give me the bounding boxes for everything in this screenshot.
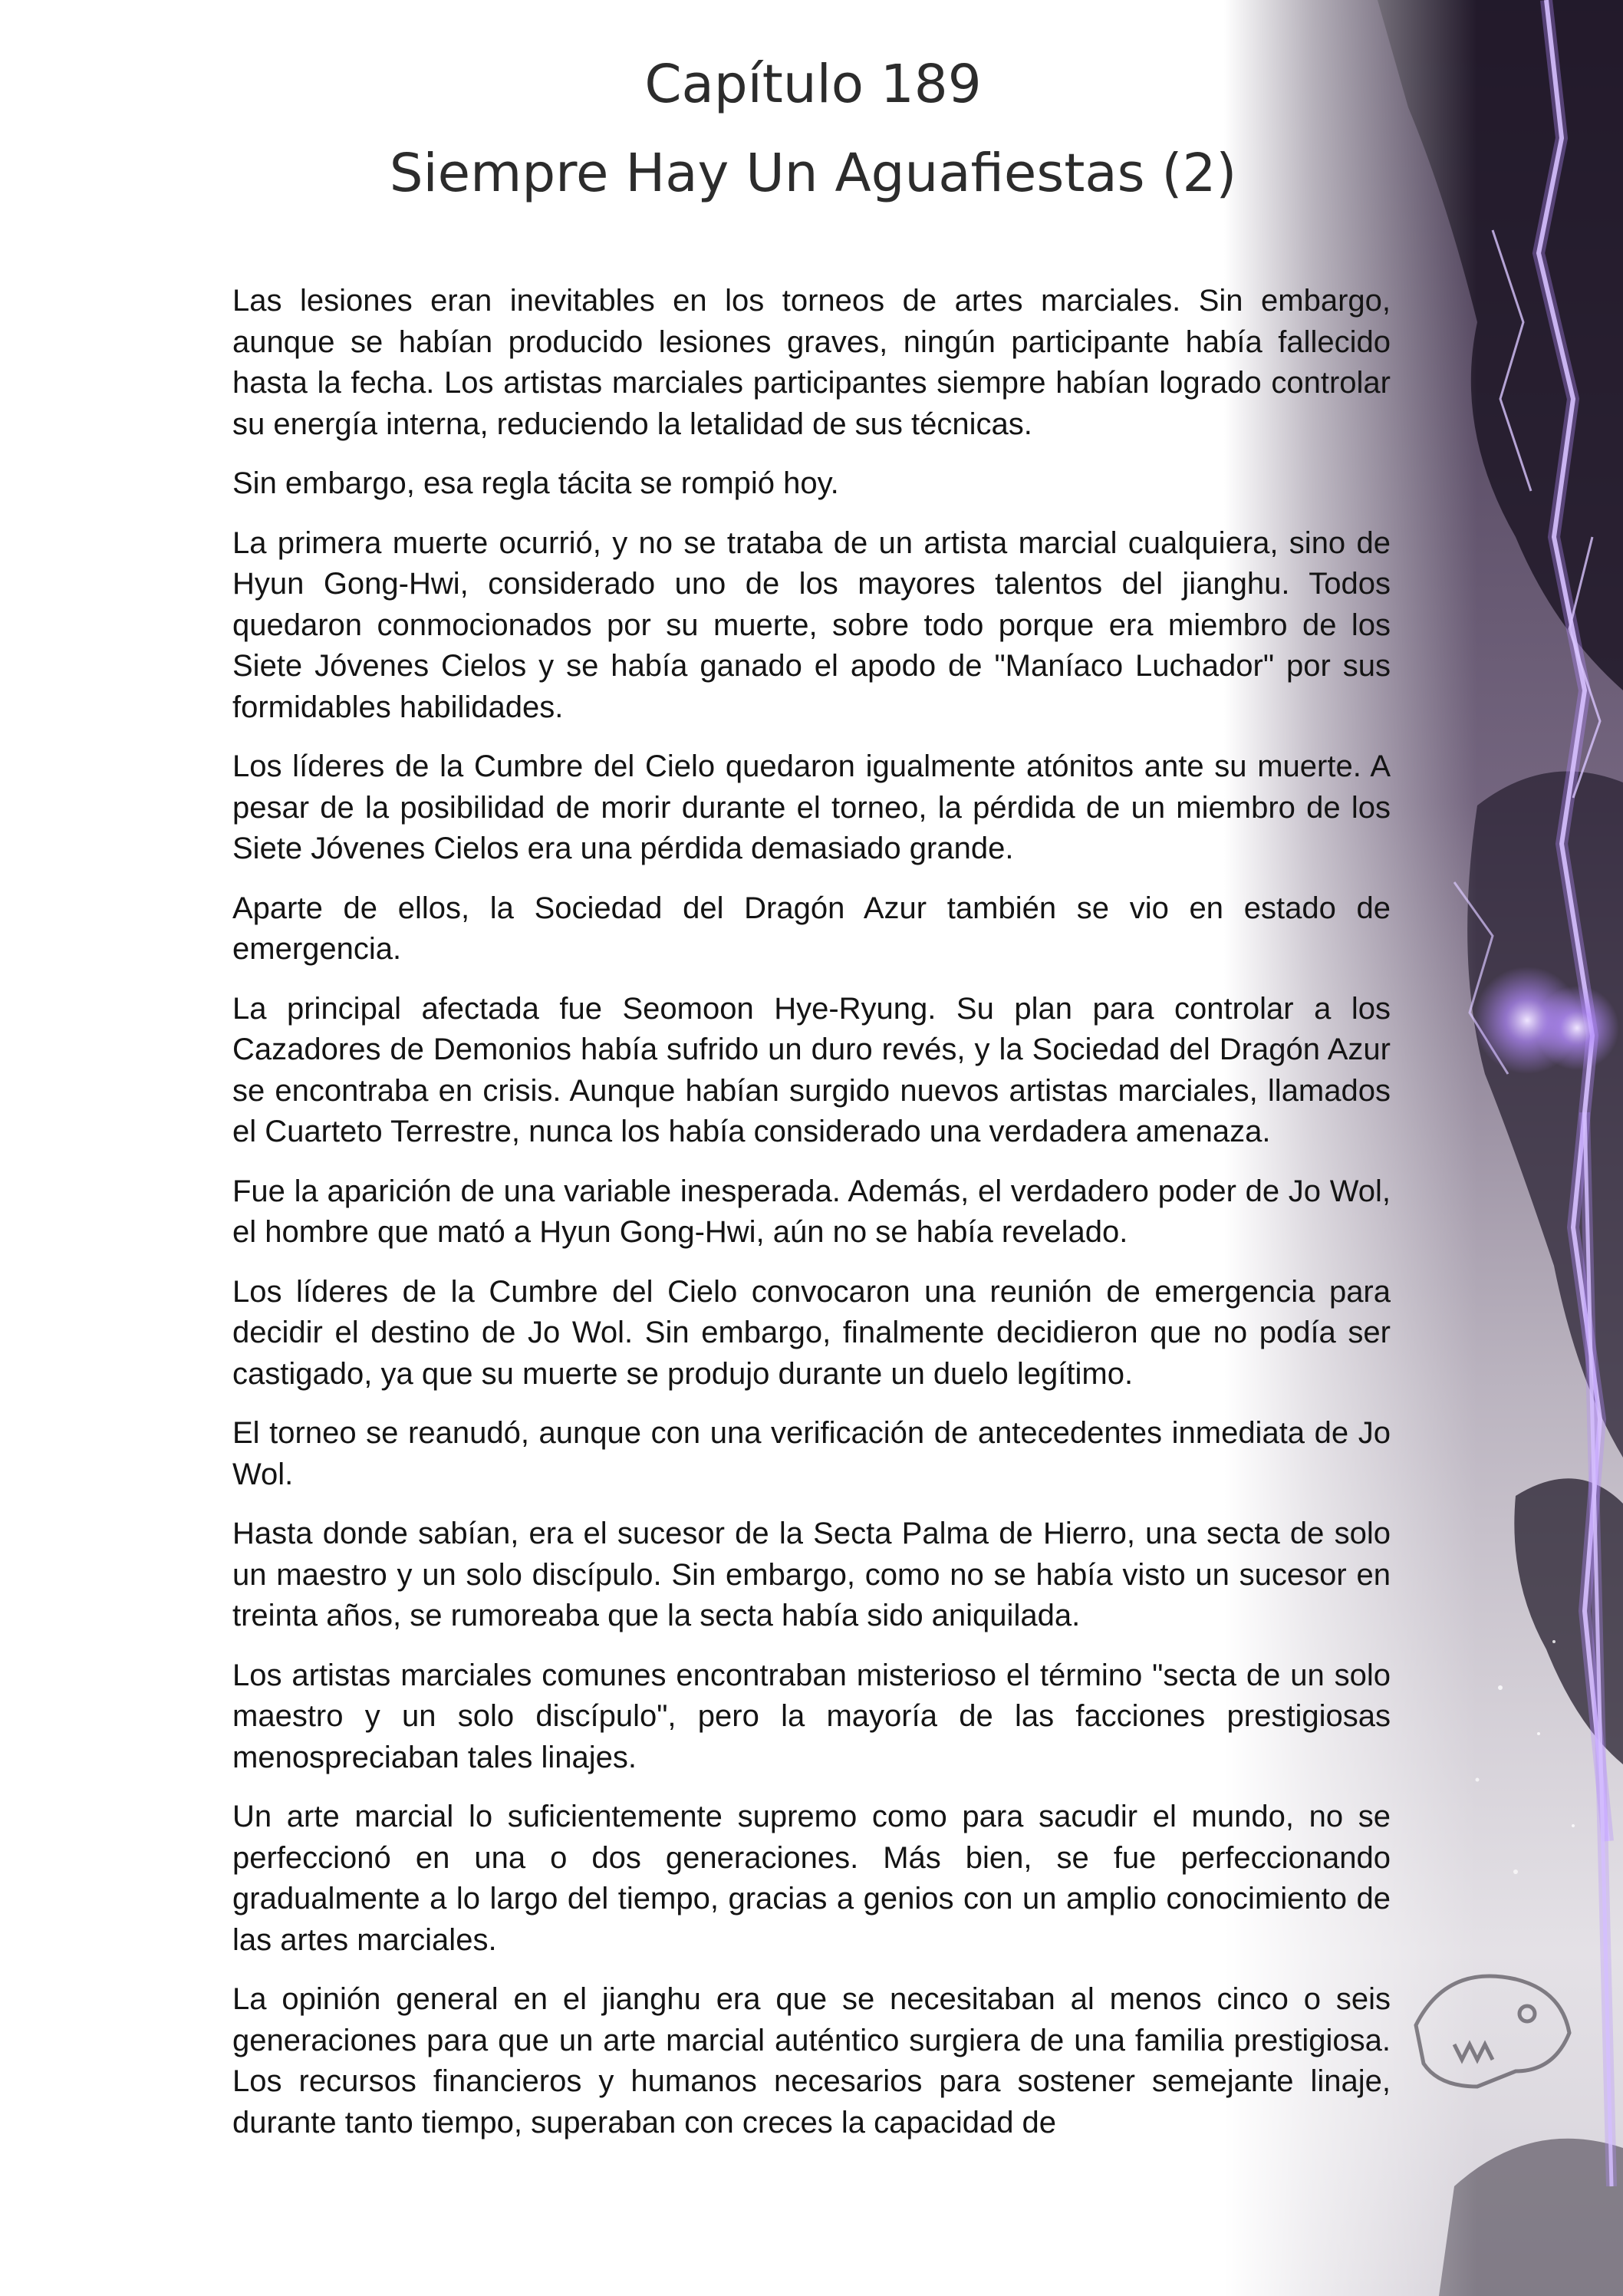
- chapter-title: Siempre Hay Un Aguafiestas (2): [389, 143, 1237, 204]
- paragraph: Fue la aparición de una variable inesperada. Además, el verdadero poder de Jo Wol, el hombre que mató a Hyun Gong-Hwi, aún no se había revelado.: [232, 1174, 1391, 1249]
- paragraph: Sin embargo, esa regla tácita se rompió hoy.: [232, 466, 839, 500]
- paragraph: El torneo se reanudó, aunque con una verificación de antecedentes inmediata de Jo Wol.: [232, 1416, 1391, 1491]
- paragraph: Los líderes de la Cumbre del Cielo quedaron igualmente atónitos ante su muerte. A pesar de la posibilidad de morir durante el torneo, la pérdida de un miembro de los Siete Jóvenes Cielos era una pérdida demasiado grande.: [232, 749, 1391, 865]
- paragraph: La opinión general en el jianghu era que se necesitaban al menos cinco o seis generaciones para que un arte marcial auténtico surgiera de una familia prestigiosa. Los recursos financieros y humanos necesarios para sostener semejante linaje, durante tanto tiempo, superaban con creces la capacidad de: [232, 1982, 1391, 2140]
- paragraph: Las lesiones eran inevitables en los torneos de artes marciales. Sin embargo, aunque se habían producido lesiones graves, ningún participante había fallecido hasta la fecha. Los artistas marciales participantes siempre habían logrado controlar su energía interna, reduciendo la letalidad de sus técnicas.: [232, 284, 1391, 441]
- paragraph: La principal afectada fue Seomoon Hye-Ryung. Su plan para controlar a los Cazadores de Demonios había sufrido un duro revés, y la Sociedad del Dragón Azur se encontraba en crisis. Aunque habían surgido nuevos artistas marciales, llamados el Cuarteto Terrestre, nunca los había considerado una verdadera amenaza.: [232, 991, 1391, 1148]
- paragraph: Los líderes de la Cumbre del Cielo convocaron una reunión de emergencia para decidir el destino de Jo Wol. Sin embargo, finalmente decidieron que no podía ser castigado, ya que su muerte se produjo durante un duelo legítimo.: [232, 1274, 1391, 1391]
- chapter-header: [222, 40, 1404, 218]
- chapter-body: [232, 281, 1391, 2162]
- paragraph: Hasta donde sabían, era el sucesor de la Secta Palma de Hierro, una secta de solo un maestro y un solo discípulo. Sin embargo, como no se había visto un sucesor en treinta años, se rumoreaba que la secta había sido aniquilada.: [232, 1517, 1391, 1632]
- paragraph: Aparte de ellos, la Sociedad del Dragón Azur también se vio en estado de emergencia.: [232, 891, 1391, 966]
- paragraph: La primera muerte ocurrió, y no se trataba de un artista marcial cualquiera, sino de Hyun Gong-Hwi, considerado uno de los mayores talentos del jianghu. Todos quedaron conmocionados por su muerte, sobre todo porque era miembro de los Siete Jóvenes Cielos y se había ganado el apodo de "Maníaco Luchador" por sus formidables habilidades.: [232, 525, 1391, 724]
- paragraph: Un arte marcial lo suficientemente supremo como para sacudir el mundo, no se perfeccionó en una o dos generaciones. Más bien, se fue perfeccionando gradualmente a lo largo del tiempo, gracias a genios con un amplio conocimiento de las artes marciales.: [232, 1800, 1391, 1957]
- paragraph: Los artistas marciales comunes encontraban misterioso el término "secta de un solo maestro y un solo discípulo", pero la mayoría de las facciones prestigiosas menospreciaban tales linajes.: [232, 1658, 1391, 1774]
- chapter-number: Capítulo 189: [644, 54, 982, 115]
